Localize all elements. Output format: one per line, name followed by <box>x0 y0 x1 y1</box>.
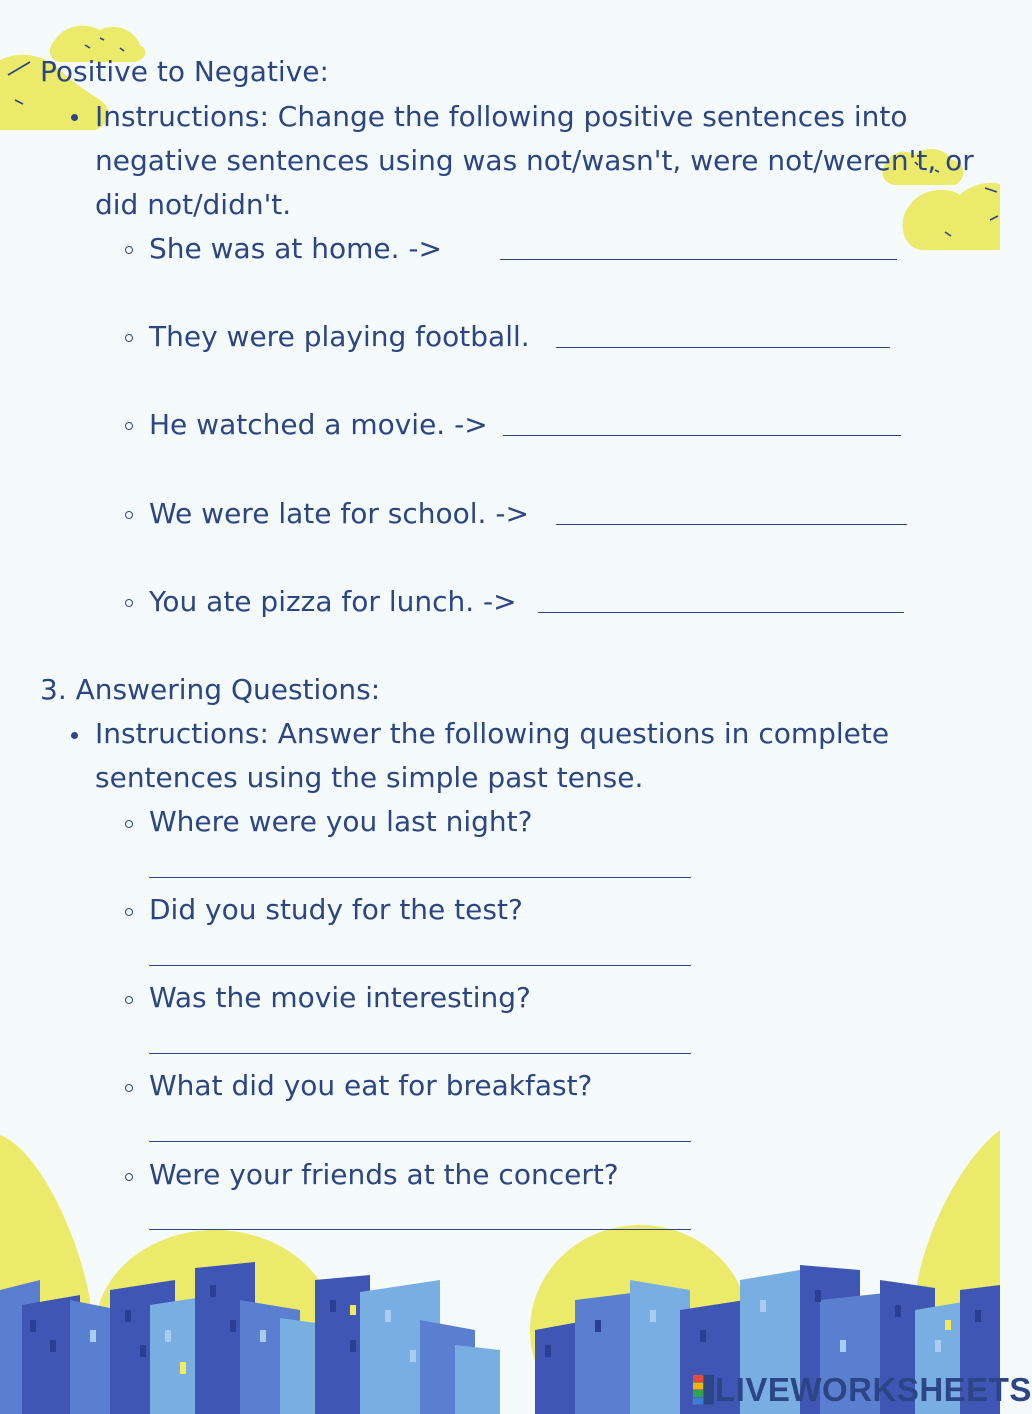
section-heading-answering-questions: 3. Answering Questions: <box>40 673 381 706</box>
answer-blank[interactable] <box>503 435 901 436</box>
bullet-ring <box>125 422 133 430</box>
bullet-ring <box>125 996 133 1004</box>
answer-blank[interactable] <box>556 347 890 348</box>
answer-blank[interactable] <box>149 1229 691 1230</box>
bullet-ring <box>125 334 133 342</box>
bullet-ring <box>125 1173 133 1181</box>
liveworksheets-logo[interactable] <box>693 1372 1032 1408</box>
answer-blank[interactable] <box>149 877 691 878</box>
answer-blank[interactable] <box>556 524 907 525</box>
sentence-item: She was at home. -> <box>149 232 442 265</box>
answer-blank[interactable] <box>149 1053 691 1054</box>
answer-blank[interactable] <box>149 1141 691 1142</box>
instructions-positive-negative: Instructions: Change the following positive sentences into negative sentences using was not/wasn't, were not/weren't, or did not/didn't. <box>95 100 974 221</box>
answer-blank[interactable] <box>500 259 897 260</box>
bullet-ring <box>125 246 133 254</box>
sentence-item: He watched a movie. -> <box>149 408 488 441</box>
bullet-dot <box>71 732 78 739</box>
question-item: Was the movie interesting? <box>149 981 531 1014</box>
question-item: Were your friends at the concert? <box>149 1158 619 1191</box>
liveworksheets-logo-icon <box>693 1375 715 1405</box>
question-item: Where were you last night? <box>149 805 533 838</box>
answer-blank[interactable] <box>538 612 904 613</box>
answer-blank[interactable] <box>149 965 691 966</box>
instructions-answering-questions: Instructions: Answer the following questions in complete sentences using the simple past tense. <box>95 717 890 794</box>
bullet-ring <box>125 908 133 916</box>
bullet-ring <box>125 1084 133 1092</box>
bullet-ring <box>125 820 133 828</box>
sentence-item: We were late for school. -> <box>149 497 529 530</box>
question-item: Did you study for the test? <box>149 893 523 926</box>
sentence-item: You ate pizza for lunch. -> <box>149 585 517 618</box>
bullet-dot <box>71 114 78 121</box>
question-item: What did you eat for breakfast? <box>149 1069 593 1102</box>
bullet-ring <box>125 511 133 519</box>
liveworksheets-logo-text: LIVEWORKSHEETS <box>715 1371 1032 1408</box>
section-heading-positive-negative: Positive to Negative: <box>40 55 329 88</box>
bullet-ring <box>125 599 133 607</box>
sentence-item: They were playing football. <box>149 320 530 353</box>
